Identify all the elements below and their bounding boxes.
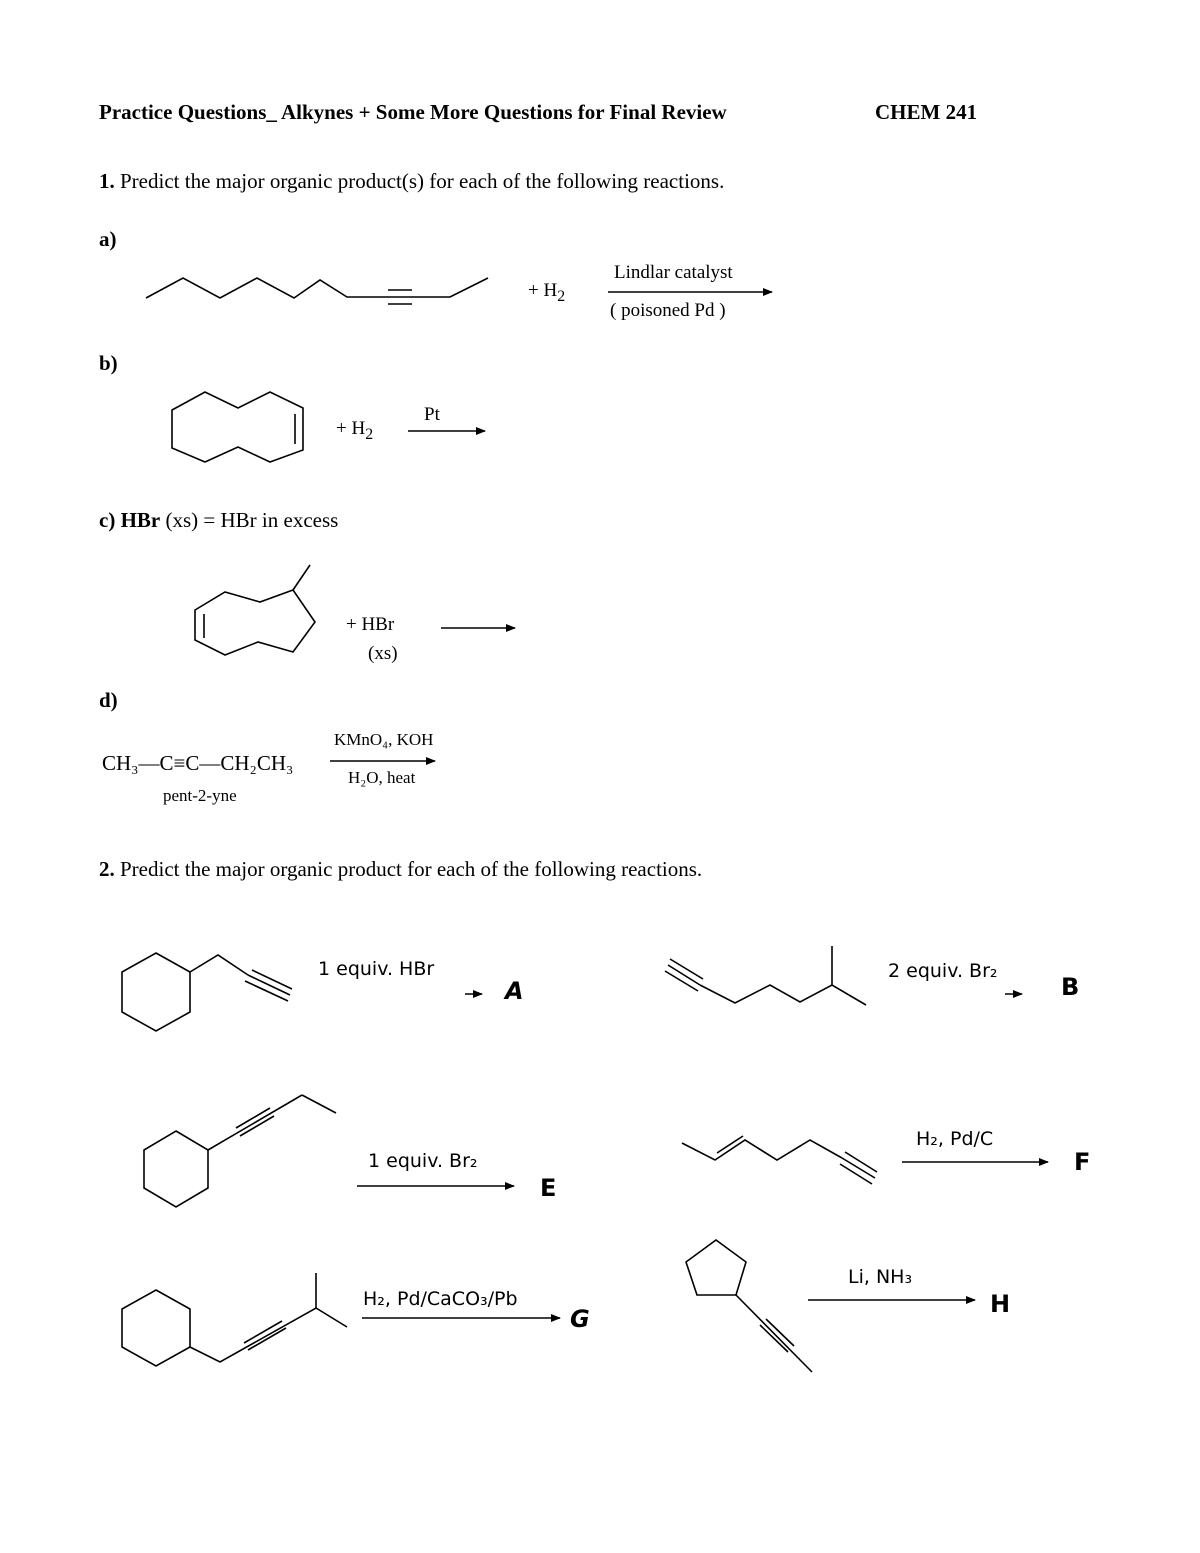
product-E: E <box>540 1174 557 1202</box>
reagent-1a <box>528 280 565 306</box>
course-code: CHEM 241 <box>875 100 978 124</box>
part-c-hbr: HBr <box>120 508 161 532</box>
part-c-label <box>99 508 338 533</box>
product-A: A <box>505 977 524 1005</box>
structure-2a <box>122 953 292 1031</box>
condition-1a-top: Lindlar catalyst <box>614 262 733 283</box>
reagent-1a-sub: 2 <box>557 287 566 305</box>
product-H: H <box>990 1290 1011 1318</box>
part-b-label: b) <box>99 351 118 375</box>
structure-1a-alkyne <box>146 278 488 304</box>
part-d-label: d) <box>99 688 118 712</box>
reagent-2h: Li, NH₃ <box>848 1266 913 1288</box>
pent-2-yne-name: pent-2-yne <box>163 786 237 805</box>
question-1 <box>99 169 724 194</box>
condition-1a-bottom: ( poisoned Pd ) <box>610 300 726 321</box>
reagent-1b-sub: 2 <box>365 425 374 443</box>
question-2-prompt: Predict the major organic product for each of the following reactions. <box>120 857 703 881</box>
part-c-note: (xs) = HBr in excess <box>160 508 339 532</box>
reagent-2f: H₂, Pd/C <box>916 1128 994 1150</box>
reagent-2e: 1 equiv. Br₂ <box>368 1150 478 1172</box>
structure-2g <box>122 1273 347 1366</box>
page-title: Practice Questions_ Alkynes + Some More Questions for Final Review <box>99 100 727 124</box>
structure-2e <box>144 1095 336 1207</box>
part-c-letter: c) <box>99 508 116 532</box>
structure-2h <box>686 1240 812 1372</box>
part-a-label: a) <box>99 227 117 251</box>
structure-1c-methylcycloalkene <box>195 565 315 655</box>
reagent-1b <box>336 418 373 444</box>
structure-2f <box>682 1136 877 1184</box>
catalyst-1b: Pt <box>424 404 440 425</box>
reagent-1a-text: + H <box>528 280 558 301</box>
product-F: F <box>1074 1148 1091 1176</box>
reagent-1b-text: + H <box>336 418 366 439</box>
reagent-2g: H₂, Pd/CaCO₃/Pb <box>363 1288 518 1310</box>
reagent-2b: 2 equiv. Br₂ <box>888 960 998 982</box>
structure-1b-cyclodecene <box>172 392 303 462</box>
structure-2b <box>665 946 866 1005</box>
question-2-number: 2. <box>99 857 115 881</box>
question-1-number: 1. <box>99 169 115 193</box>
product-G: G <box>570 1305 590 1333</box>
pent-2-yne-formula: CH₃—C≡C—CH₂CH₃ <box>102 751 294 775</box>
question-2 <box>99 857 702 882</box>
reagent-2a: 1 equiv. HBr <box>318 958 435 980</box>
reagent-1c-note: (xs) <box>368 643 398 664</box>
condition-1d-top: KMnO₄, KOH <box>334 730 434 749</box>
product-B: B <box>1061 973 1080 1001</box>
reagent-1c: + HBr <box>346 614 395 635</box>
question-1-prompt: Predict the major organic product(s) for each of the following reactions. <box>120 169 725 193</box>
condition-1d-bottom: H₂O, heat <box>348 768 416 787</box>
